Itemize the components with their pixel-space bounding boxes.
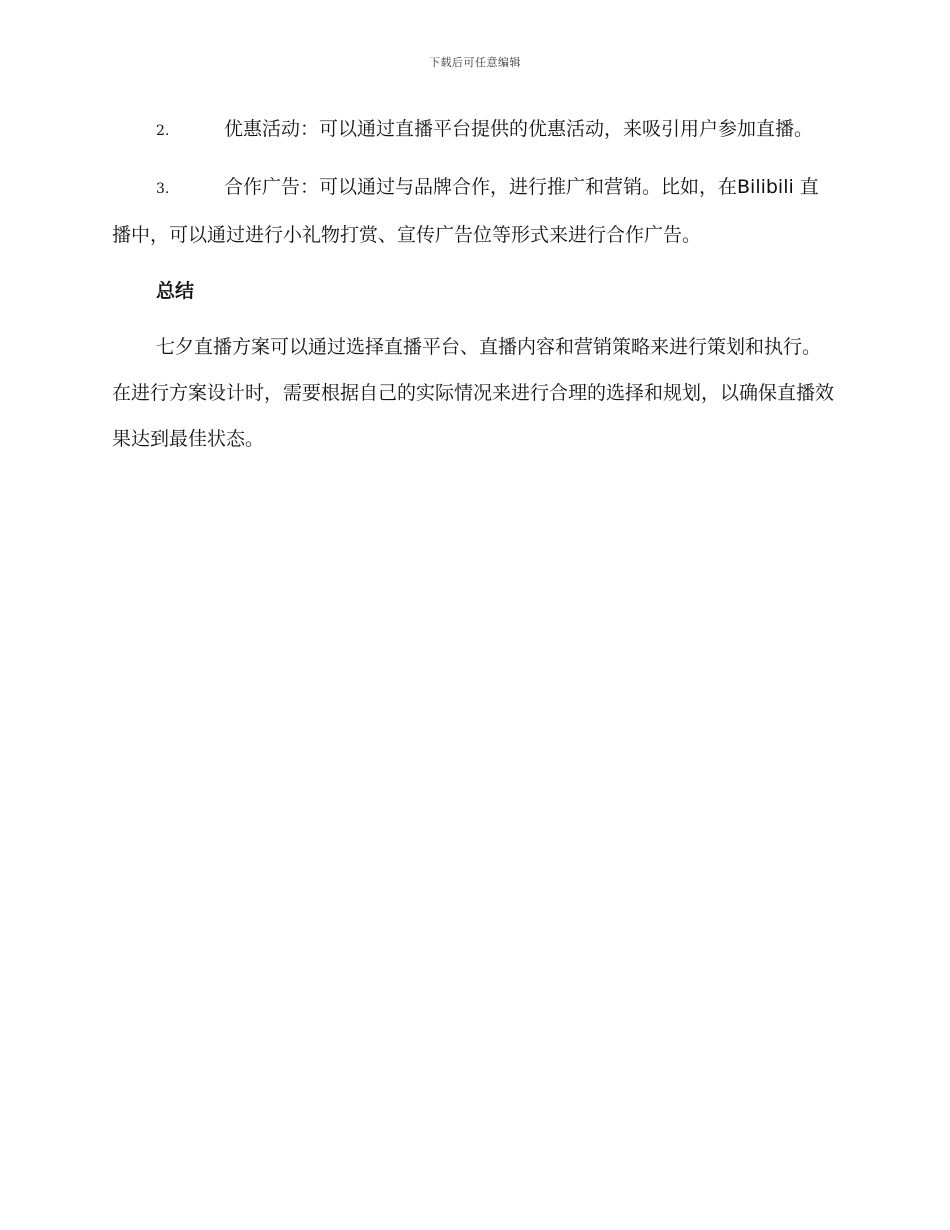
document-content bbox=[112, 106, 834, 472]
list-number: 2. bbox=[156, 123, 170, 139]
list-item bbox=[112, 164, 834, 258]
section-heading: 总结 bbox=[156, 280, 195, 302]
list-text: 合作广告：可以通过与品牌合作，进行推广和营销。比如，在Bilibili 直播中，可以通过进行小礼物打赏、宣传广告位等形式来进行合作广告。 bbox=[112, 176, 819, 246]
summary-paragraph: 七夕直播方案可以通过选择直播平台、直播内容和营销策略来进行策划和执行。在进行方案设计时，需要根据自己的实际情况来进行合理的选择和规划，以确保直播效果达到最佳状态。 bbox=[112, 336, 835, 450]
list-text: 优惠活动：可以通过直播平台提供的优惠活动，来吸引用户参加直播。 bbox=[224, 118, 814, 140]
list-item bbox=[112, 106, 834, 154]
header-note: 下载后可任意编辑 bbox=[429, 56, 521, 69]
list-number: 3. bbox=[156, 181, 170, 197]
